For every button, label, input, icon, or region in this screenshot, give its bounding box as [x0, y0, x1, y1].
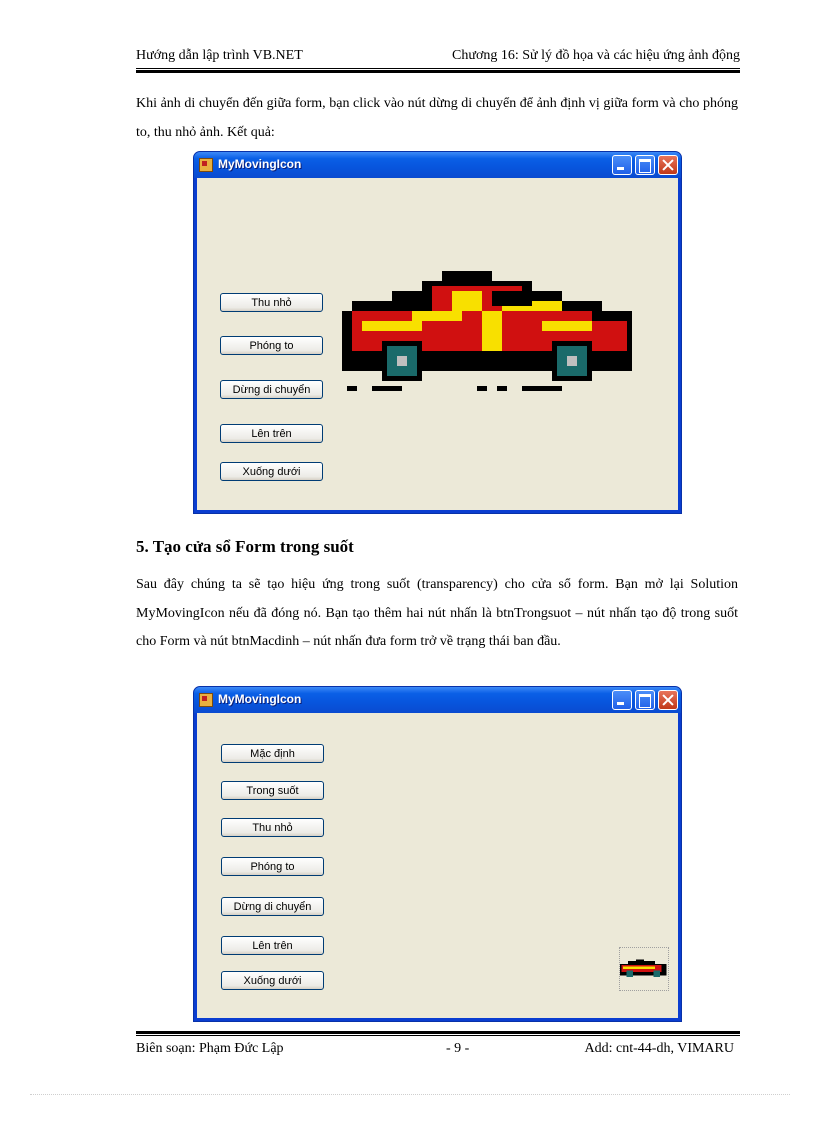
- move-up-button[interactable]: Lên trên: [220, 424, 323, 443]
- window-title: MyMovingIcon: [218, 692, 302, 706]
- header-rule-thick: [136, 70, 740, 73]
- page-edge: [30, 1094, 790, 1095]
- header-rule-thin: [136, 68, 740, 69]
- maximize-icon[interactable]: [635, 690, 655, 710]
- footer-rule-thick: [136, 1031, 740, 1034]
- footer-rule-thin: [136, 1035, 740, 1036]
- page-header: [136, 48, 740, 66]
- default-button[interactable]: Mặc định: [221, 744, 324, 763]
- transparency-paragraph: Sau đây chúng ta sẽ tạo hiệu ứng trong suốt (transparency) cho cửa sổ form. Bạn mở lại Solution MyMovingIcon nếu đã đóng nó. Bạn tạo thêm hai nút nhấn là btnTrongsuot – nút nhấn tạo độ trong suốt cho Form và nút btnMacdinh – nút nhấn đưa form trở về trạng thái ban đầu.: [136, 577, 738, 649]
- footer-address: Add: cnt-44-dh, VIMARU: [584, 1041, 734, 1056]
- page-number: - 9 -: [446, 1041, 470, 1056]
- shrink-button[interactable]: Thu nhỏ: [221, 818, 324, 837]
- window-titlebar[interactable]: [194, 687, 681, 713]
- page-footer: [136, 1041, 740, 1059]
- stop-moving-button[interactable]: Dừng di chuyển: [220, 380, 323, 399]
- shrink-button[interactable]: Thu nhỏ: [220, 293, 323, 312]
- car-image-large: [342, 271, 642, 391]
- stop-moving-button[interactable]: Dừng di chuyển: [221, 897, 324, 916]
- app-icon: [199, 158, 213, 172]
- maximize-icon[interactable]: [635, 155, 655, 175]
- move-up-button[interactable]: Lên trên: [221, 936, 324, 955]
- form-client-area: [197, 178, 678, 510]
- footer-author: Biên soạn: Phạm Đức Lập: [136, 1041, 284, 1056]
- window-mymovingicon-1: [193, 151, 682, 514]
- close-icon[interactable]: [658, 690, 678, 710]
- header-left-text: Hướng dẫn lập trình VB.NET: [136, 48, 303, 63]
- car-image-small: [619, 947, 669, 991]
- intro-paragraph: Khi ảnh di chuyển đến giữa form, bạn click vào nút dừng di chuyển để ảnh định vị giữa form và cho phóng to, thu nhỏ ảnh. Kết quả:: [136, 96, 738, 140]
- window-title: MyMovingIcon: [218, 157, 302, 171]
- minimize-icon[interactable]: [612, 690, 632, 710]
- header-right-text: Chương 16: Sử lý đồ họa và các hiệu ứng ảnh động: [452, 48, 740, 63]
- form-client-area: [197, 713, 678, 1018]
- app-icon: [199, 693, 213, 707]
- window-titlebar[interactable]: [194, 152, 681, 178]
- move-down-button[interactable]: Xuống dưới: [221, 971, 324, 990]
- enlarge-button[interactable]: Phóng to: [220, 336, 323, 355]
- minimize-icon[interactable]: [612, 155, 632, 175]
- enlarge-button[interactable]: Phóng to: [221, 857, 324, 876]
- section-heading: 5. Tạo cửa sổ Form trong suốt: [136, 537, 354, 556]
- close-icon[interactable]: [658, 155, 678, 175]
- move-down-button[interactable]: Xuống dưới: [220, 462, 323, 481]
- transparent-button[interactable]: Trong suốt: [221, 781, 324, 800]
- car-icon: [620, 959, 668, 979]
- window-mymovingicon-2: [193, 686, 682, 1022]
